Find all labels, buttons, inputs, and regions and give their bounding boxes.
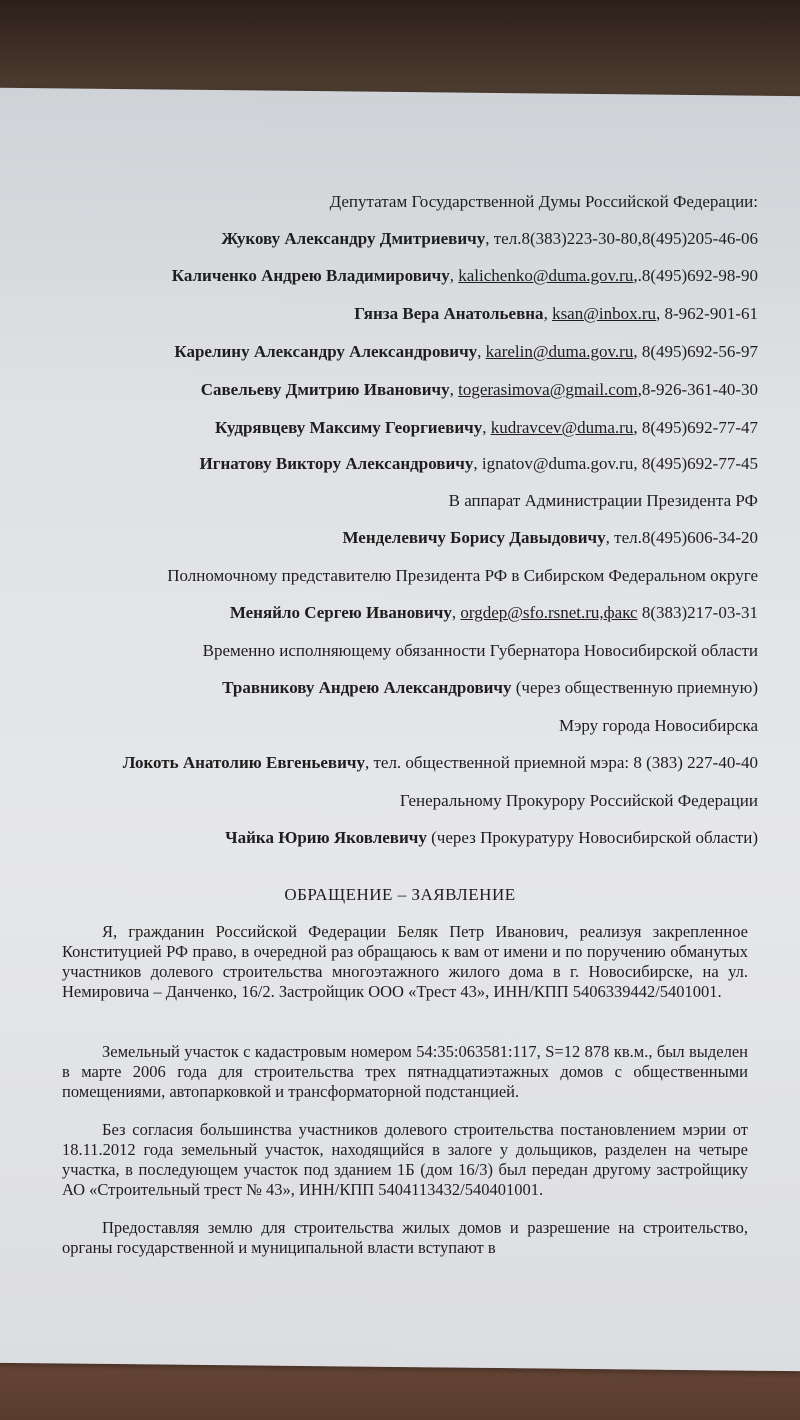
paragraph-2: Земельный участок с кадастровым номером 54:35:063581:117, S=12 878 кв.м., был выделен в марте 2006 года для строительства трех пятнадцатиэтажных домов с общественными помещениями, автопарковкой и трансформаторной подстанцией.	[62, 1042, 748, 1101]
addressee-menyailo: Меняйло Сергею Ивановичу, orgdep@sfo.rsnet.ru,факс 8(383)217-03-31	[229, 603, 758, 622]
addressee-prosecutor-header: Генеральному Прокурору Российской Федерации	[399, 791, 758, 810]
addressee-savelyev: Савельеву Дмитрию Ивановичу, togerasimova@gmail.com,8-926-361-40-30	[200, 380, 758, 399]
addressee-governor-header: Временно исполняющему обязанности Губернатора Новосибирской области	[202, 641, 758, 660]
paragraph-1: Я, гражданин Российской Федерации Беляк Петр Иванович, реализуя закрепленное Конституцией РФ право, в очередной раз обращаюсь к вам от имени и по поручению обманутых участников долевого строительства многоэтажного жилого дома в г. Новосибирске, на ул. Немировича – Данченко, 16/2. Застройщик ООО «Трест 43», ИНН/КПП 5406339442/5401001.	[62, 922, 748, 1001]
addressee-admin-header: В аппарат Администрации Президента РФ	[448, 491, 758, 510]
paragraph-3: Без согласия большинства участников долевого строительства постановлением мэрии от 18.11.2012 года земельный участок, находящийся в залоге у дольщиков, разделен на четыре участка, в последующем участок под зданием 1Б (дом 16/3) был передан другому застройщику АО «Строительный трест № 43», ИНН/КПП 5404113432/540401001.	[62, 1120, 748, 1199]
addressee-mendelevich: Менделевичу Борису Давыдовичу, тел.8(495)606-34-20	[342, 528, 758, 547]
document-title: ОБРАЩЕНИЕ – ЗАЯВЛЕНИЕ	[284, 885, 516, 904]
addressee-chaika: Чайка Юрию Яковлевичу (через Прокуратуру Новосибирской области)	[225, 828, 758, 847]
addressee-sfo-header: Полномочному представителю Президента РФ в Сибирском Федеральном округе	[167, 566, 758, 585]
email-link[interactable]: togerasimova@gmail.com	[458, 380, 638, 399]
paragraph-4: Предоставляя землю для строительства жилых домов и разрешение на строительство, органы государственной и муниципальной власти вступают в	[62, 1218, 748, 1257]
addressee-ignatov: Игнатову Виктору Александровичу, ignatov@duma.gov.ru, 8(495)692-77-45	[199, 454, 758, 473]
email-link[interactable]: kudravcev@duma.ru	[490, 418, 634, 437]
addressee-karelin: Карелину Александру Александровичу, karelin@duma.gov.ru, 8(495)692-56-97	[174, 342, 758, 361]
addressee-kudryavtsev: Кудрявцеву Максиму Георгиевичу, kudravcev@duma.ru, 8(495)692-77-47	[215, 418, 758, 437]
addressee-lokot: Локоть Анатолию Евгеньевичу, тел. общественной приемной мэра: 8 (383) 227-40-40	[122, 753, 758, 772]
email-link[interactable]: ksan@inbox.ru	[552, 304, 657, 323]
email-link[interactable]: kalichenko@duma.gov.ru	[458, 266, 634, 285]
addressee-kalichenko: Каличенко Андрею Владимировичу, kalichenko@duma.gov.ru,.8(495)692-98-90	[171, 266, 758, 285]
addressee-duma-header: Депутатам Государственной Думы Российской Федерации:	[329, 192, 758, 211]
addressee-mayor-header: Мэру города Новосибирска	[558, 716, 758, 735]
email-link[interactable]: orgdep@sfo.rsnet.ru,факс	[460, 603, 638, 622]
document	[0, 92, 800, 1367]
email-link[interactable]: karelin@duma.gov.ru	[485, 342, 634, 361]
addressee-zhukov: Жукову Александру Дмитриевичу, тел.8(383)223-30-80,8(495)205-46-06	[221, 229, 758, 248]
addressee-gyanza: Гянза Вера Анатольевна, ksan@inbox.ru, 8-962-901-61	[354, 304, 758, 323]
addressee-travnikov: Травникову Андрею Александровичу (через общественную приемную)	[222, 678, 758, 697]
